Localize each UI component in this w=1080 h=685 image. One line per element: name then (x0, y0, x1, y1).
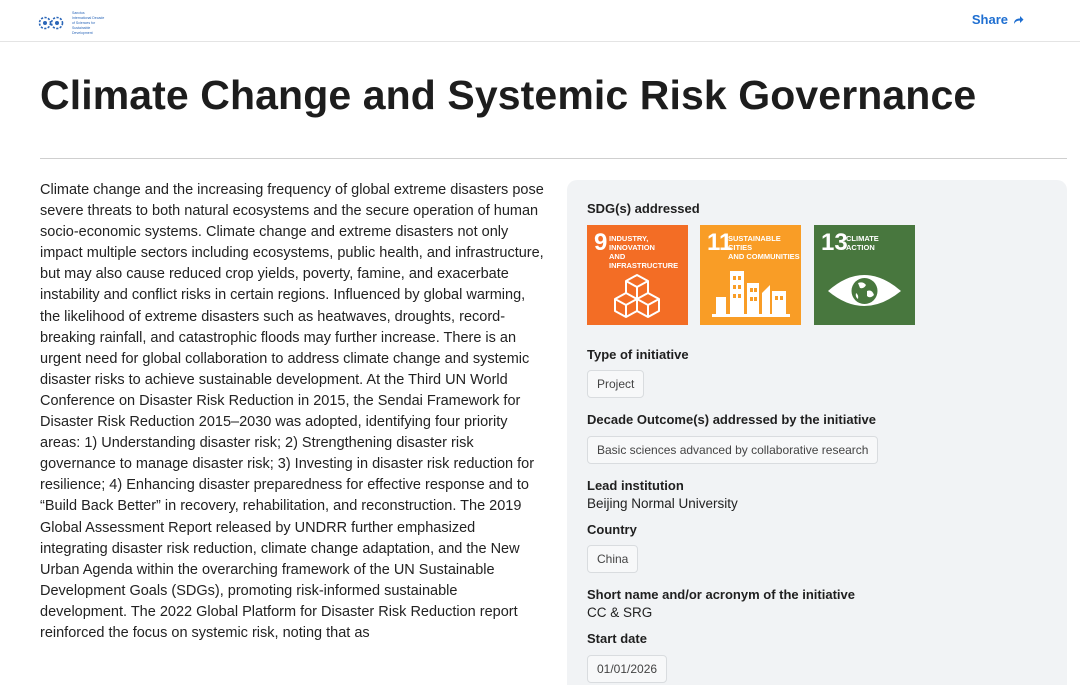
logo-line: Sanctus (72, 11, 85, 15)
sdg-label-line: AND INFRASTRUCTURE (609, 252, 679, 270)
share-label: Share (971, 12, 1008, 27)
logo-line: Development (72, 31, 93, 35)
country-label: Country (587, 522, 637, 537)
decade-outcome-chip: Basic sciences advanced by collaborative research (587, 436, 878, 464)
share-arrow-icon (1013, 15, 1024, 25)
sdg-label (609, 234, 688, 270)
sdg-tile-11[interactable] (700, 225, 801, 325)
sdg-label-line: SUSTAINABLE CITIES (728, 234, 781, 252)
lead-institution-label: Lead institution (587, 478, 684, 493)
title-divider (40, 158, 1067, 159)
acronym-label: Short name and/or acronym of the initiative (587, 587, 855, 602)
sdg-label-line: AND COMMUNITIES (728, 252, 800, 261)
acronym-value: CC & SRG (587, 605, 653, 620)
sdg-label (728, 234, 801, 261)
initiative-description: Climate change and the increasing frequency of global extreme disasters pose severe threats to both natural ecosystems and the secure operation of human socio-economic systems. Climate change and extreme disasters not only impact multiple sectors including ecosystems, public health, and infrastructure, but may also cause reduced crop yields, poverty, famine, and exacerbate instability and conflict risks in certain regions. Influenced by global warming, the likelihood of extreme disasters such as heatwaves, droughts, record-breaking rainfall, and catastrophic floods may further increase. There is an urgent need for global collaboration to address climate change and systemic disaster risks to achieve sustainable development. At the Third UN World Conference on Disaster Risk Reduction in 2015, the Sendai Framework for Disaster Risk Reduction 2015–2030 was adopted, identifying four priority areas: 1) Understanding disaster risk; 2) Strengthening disaster risk governance to manage disaster risk; 3) Investing in disaster risk reduction for resilience; 4) Enhancing disaster preparedness for effective response and to “Build Back Better” in recovery, rehabilitation, and reconstruction. The 2019 Global Assessment Report released by UNDRR further emphasized integrating disaster risk reduction, climate change adaptation, and the New Urban Agenda within the overarching framework of the UN Sustainable Development Goals (SDGs), promoting risk-informed sustainable development. The 2022 Global Platform for Disaster Risk Reduction report reinforced the focus on systemic risk, noting that as (40, 182, 544, 641)
start-date-label: Start date (587, 631, 647, 646)
decade-outcome-label: Decade Outcome(s) addressed by the initiative (587, 412, 876, 427)
page-title: Climate Change and Systemic Risk Governance (40, 72, 977, 118)
sdg-tile-13[interactable] (814, 225, 915, 325)
sdg-label-line: CLIMATE (846, 234, 879, 243)
top-bar (0, 0, 1080, 42)
start-date-chip: 01/01/2026 (587, 655, 667, 683)
logo-wordmark (72, 11, 104, 35)
country-chip: China (587, 545, 638, 573)
logo-line: Sustainable (72, 26, 91, 30)
sdg-label-line: ACTION (846, 243, 875, 252)
sdg-label (846, 234, 879, 252)
sdg-number: 9 (594, 229, 608, 256)
logo-icon (36, 14, 68, 32)
sdg-number: 13 (821, 229, 848, 256)
logo-line: of Sciences for (72, 21, 96, 25)
lead-institution-value: Beijing Normal University (587, 496, 738, 511)
sdg-tile-9[interactable] (587, 225, 688, 325)
sdg-heading: SDG(s) addressed (587, 201, 700, 216)
type-label: Type of initiative (587, 347, 689, 362)
sdg-label-line: INDUSTRY, INNOVATION (609, 234, 655, 252)
type-chip: Project (587, 370, 644, 398)
logo-line: International Decade (72, 16, 105, 20)
share-button[interactable] (972, 12, 1024, 27)
site-logo[interactable] (36, 11, 104, 35)
sdg-number: 11 (707, 229, 733, 256)
